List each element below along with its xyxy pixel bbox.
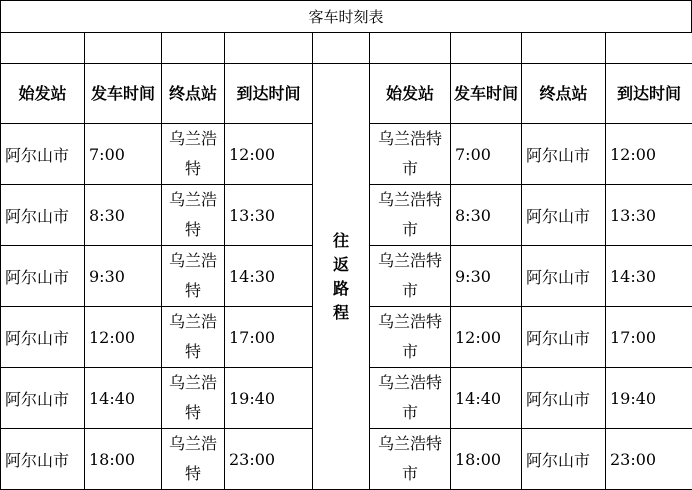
arrive-cell: 17:00 — [606, 307, 692, 368]
arrive-cell: 19:40 — [606, 368, 692, 429]
arrive-cell: 13:30 — [606, 185, 692, 246]
bus-timetable — [0, 32, 692, 490]
origin-cell: 阿尔山市 — [1, 185, 85, 246]
arrive-cell: 14:30 — [225, 246, 313, 307]
origin-cell: 乌兰浩特市 — [370, 368, 451, 429]
header-row — [1, 64, 692, 124]
depart-cell: 8:30 — [451, 185, 522, 246]
origin-cell: 乌兰浩特市 — [370, 124, 451, 185]
destination-cell: 乌兰浩特 — [162, 185, 225, 246]
depart-cell: 7:00 — [85, 124, 162, 185]
origin-cell: 阿尔山市 — [1, 246, 85, 307]
destination-cell: 阿尔山市 — [522, 307, 606, 368]
origin-cell: 乌兰浩特市 — [370, 246, 451, 307]
depart-cell: 8:30 — [85, 185, 162, 246]
header-origin: 始发站 — [1, 64, 85, 124]
header-arrive-time: 到达时间 — [225, 64, 313, 124]
origin-cell: 乌兰浩特市 — [370, 429, 451, 490]
arrive-cell: 23:00 — [606, 429, 692, 490]
round-trip-label: 往返路程 — [313, 64, 370, 490]
depart-cell: 7:00 — [451, 124, 522, 185]
arrive-cell: 12:00 — [606, 124, 692, 185]
depart-cell: 12:00 — [85, 307, 162, 368]
origin-cell: 阿尔山市 — [1, 368, 85, 429]
destination-cell: 阿尔山市 — [522, 185, 606, 246]
depart-cell: 12:00 — [451, 307, 522, 368]
table-title: 客车时刻表 — [0, 0, 692, 32]
destination-cell: 阿尔山市 — [522, 429, 606, 490]
depart-cell: 18:00 — [451, 429, 522, 490]
header-destination: 终点站 — [522, 64, 606, 124]
arrive-cell: 14:30 — [606, 246, 692, 307]
header-depart-time: 发车时间 — [451, 64, 522, 124]
destination-cell: 乌兰浩特 — [162, 307, 225, 368]
origin-cell: 阿尔山市 — [1, 307, 85, 368]
destination-cell: 乌兰浩特 — [162, 429, 225, 490]
depart-cell: 9:30 — [85, 246, 162, 307]
arrive-cell: 17:00 — [225, 307, 313, 368]
origin-cell: 阿尔山市 — [1, 429, 85, 490]
origin-cell: 乌兰浩特市 — [370, 307, 451, 368]
header-depart-time: 发车时间 — [85, 64, 162, 124]
destination-cell: 乌兰浩特 — [162, 124, 225, 185]
arrive-cell: 19:40 — [225, 368, 313, 429]
destination-cell: 阿尔山市 — [522, 246, 606, 307]
header-arrive-time: 到达时间 — [606, 64, 692, 124]
header-destination: 终点站 — [162, 64, 225, 124]
depart-cell: 18:00 — [85, 429, 162, 490]
destination-cell: 阿尔山市 — [522, 368, 606, 429]
origin-cell: 阿尔山市 — [1, 124, 85, 185]
depart-cell: 9:30 — [451, 246, 522, 307]
header-origin: 始发站 — [370, 64, 451, 124]
destination-cell: 乌兰浩特 — [162, 368, 225, 429]
destination-cell: 乌兰浩特 — [162, 246, 225, 307]
blank-row — [1, 33, 692, 64]
arrive-cell: 23:00 — [225, 429, 313, 490]
depart-cell: 14:40 — [451, 368, 522, 429]
arrive-cell: 12:00 — [225, 124, 313, 185]
destination-cell: 阿尔山市 — [522, 124, 606, 185]
origin-cell: 乌兰浩特市 — [370, 185, 451, 246]
depart-cell: 14:40 — [85, 368, 162, 429]
arrive-cell: 13:30 — [225, 185, 313, 246]
